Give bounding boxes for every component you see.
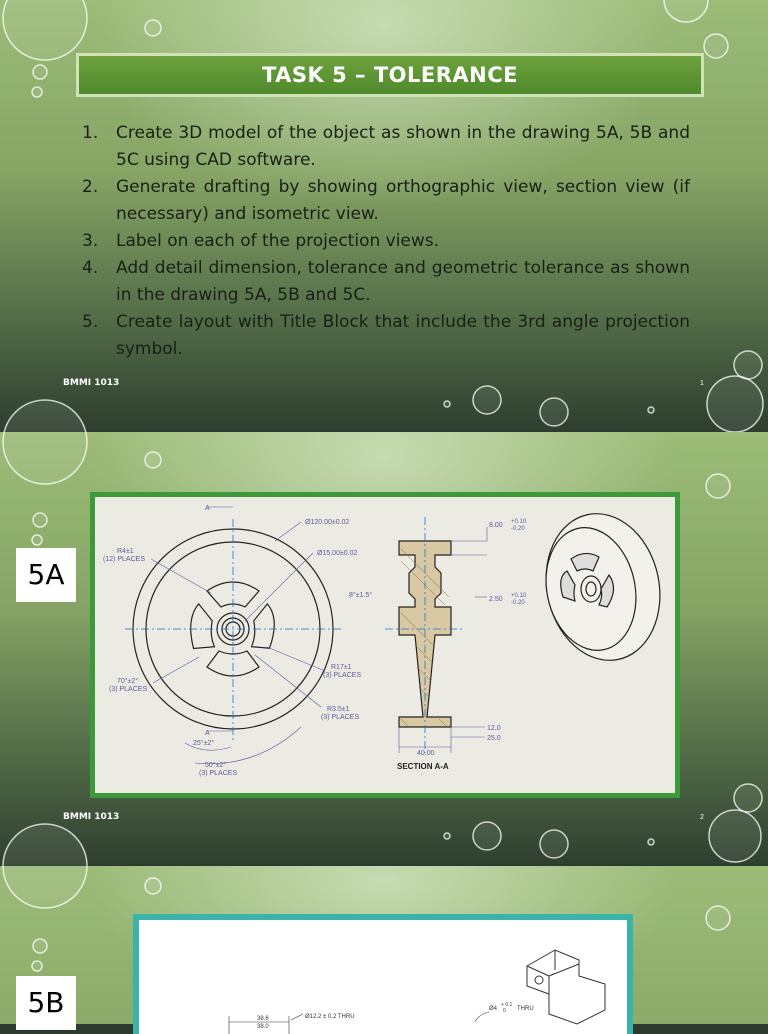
dim-8-tol-up: +0.10 [511,519,527,525]
dim-r17: R17±1 [331,664,352,671]
dim-r4: R4±1 [117,548,134,555]
list-item: 2. Generate drafting by showing orthographic view, section view (if necessary) and isometric view. [82,177,690,224]
course-code: BMMI 1013 [63,378,120,388]
dim-5b-hole: Ø12.2 ± 0.2 THRU [305,1014,355,1020]
dim-25: 2.50 [489,596,503,603]
dim-5b-a: 38.6 [257,1016,269,1022]
dim-angle8: 8°±1.5° [349,592,373,599]
drawing-label: 5A [16,548,76,602]
dim-a70: 70°±2° [117,678,139,685]
dim-inner-diameter: Ø15.00±0.02 [317,550,358,557]
drawing-5a [95,497,675,793]
list-item: 5. Create layout with Title Block that include the 3rd angle projection symbol. [82,312,690,359]
dim-r35-places: (3) PLACES [321,714,360,721]
dim-5b-b: 38.0 [257,1024,269,1030]
list-item: 4. Add detail dimension, tolerance and geometric tolerance as shown in the drawing 5A, 5B and 5C. [82,258,690,305]
dim-5b-hole2: Ø4 [489,1006,498,1012]
dim-a50-places: (3) PLACES [199,770,238,777]
dim-5b-thru: THRU [517,1006,534,1012]
dim-5b-hole2-tol-dn: 0 [503,1008,506,1014]
course-code: BMMI 1013 [63,812,120,822]
page-number: 2 [700,814,704,821]
slide-3 [0,866,768,1030]
page-number: 1 [700,380,704,387]
dim-r35: R3.5±1 [327,706,350,713]
task-list [78,120,690,363]
dim-40: 40.00 [417,750,435,757]
dim-25-tol-dn: -0.20 [511,600,525,606]
dim-a50: 50°±2° [205,762,227,769]
dim-12: 12.0 [487,725,501,732]
drawing-5b [139,920,627,1034]
dim-8-tol-dn: -0.20 [511,526,525,532]
dim-r4-places: (12) PLACES [103,556,146,563]
dim-25-tol-up: +0.10 [511,593,527,599]
section-mark-bottom: A [205,730,210,737]
drawing-5a-frame [90,492,680,798]
slide-2 [0,432,768,864]
dim-outer-diameter: Ø120.00±0.02 [305,519,350,526]
drawing-label: 5B [16,976,76,1030]
drawing-5b-frame [133,914,633,1034]
dim-r17-places: (3) PLACES [323,672,362,679]
dim-a25: 25°±2° [193,740,215,747]
slide-1 [0,0,768,430]
dim-a70-places: (3) PLACES [109,686,148,693]
slide-title: TASK 5 – TOLERANCE [76,53,704,97]
list-item: 1. Create 3D model of the object as shown in the drawing 5A, 5B and 5C using CAD software. [82,123,690,170]
section-title: SECTION A-A [397,762,449,771]
dim-250: 25.0 [487,735,501,742]
list-item: 3. Label on each of the projection views. [82,231,440,251]
dim-8: 8.00 [489,522,503,529]
section-mark-top: A [205,505,210,512]
dim-5b-hole2-tol-up: + 0.1 [501,1002,513,1008]
